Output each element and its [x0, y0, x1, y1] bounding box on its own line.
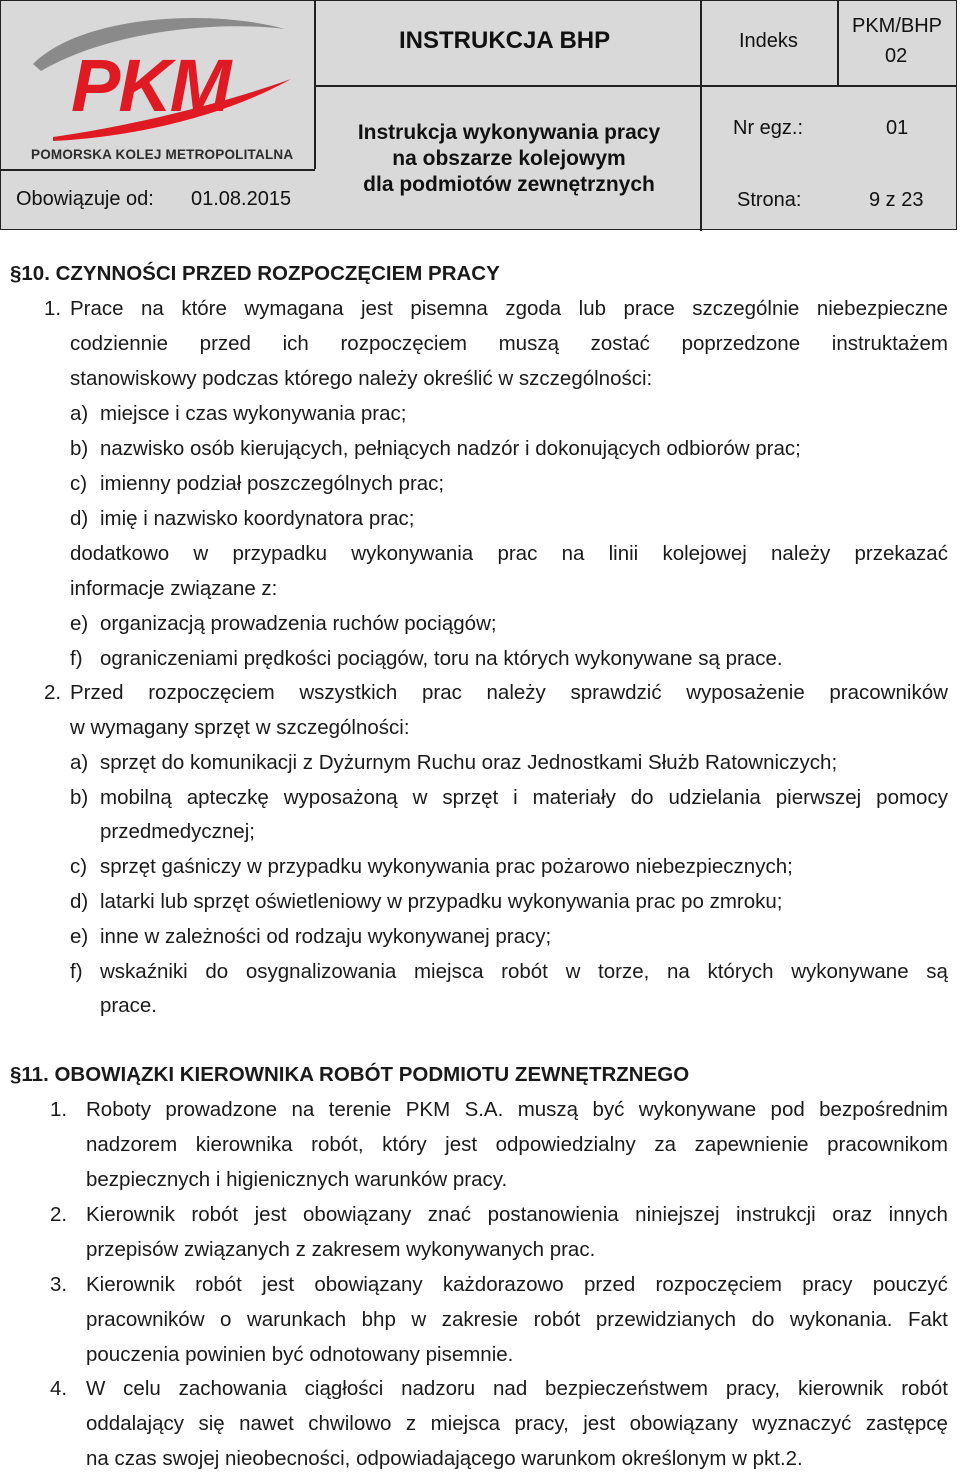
- paragraph-line: informacje związane z:: [70, 577, 278, 600]
- list-item: latarki lub sprzęt oświetleniowy w przypadku wykonywania prac po zmroku;: [100, 890, 783, 913]
- list-letter: d): [70, 890, 89, 913]
- list-item-continuation: przedmedycznej;: [100, 820, 255, 843]
- list-item: wskaźniki do osygnalizowania miejsca robót w torze, na których wykonywane są: [100, 960, 948, 983]
- list-letter: e): [70, 612, 89, 635]
- subtitle-line: na obszarze kolejowym: [392, 147, 626, 170]
- paragraph-line: Kierownik robót jest obowiązany każdorazowo przed rozpoczęciem pracy pouczyć: [86, 1273, 948, 1296]
- list-item: nazwisko osób kierujących, pełniących nadzór i dokonujących odbiorów prac;: [100, 437, 801, 460]
- list-item-continuation: prace.: [100, 994, 157, 1017]
- paragraph-line: Prace na które wymagana jest pisemna zgoda lub prace szczególnie niebezpieczne: [70, 297, 948, 320]
- paragraph-line: dodatkowo w przypadku wykonywania prac na linii kolejowej należy przekazać: [70, 542, 948, 565]
- item-number: 2.: [50, 1203, 68, 1226]
- valid-from-value: 01.08.2015: [191, 188, 292, 210]
- pkm-logo: [23, 9, 298, 144]
- subtitle-line: Instrukcja wykonywania pracy: [357, 121, 661, 144]
- logo-wordmark: PKM: [71, 44, 230, 127]
- list-letter: c): [70, 472, 88, 495]
- paragraph-line: pouczenia powinien być odnotowany pisemnie.: [86, 1343, 514, 1366]
- item-number: 2.: [44, 681, 62, 704]
- paragraph-line: W celu zachowania ciągłości nadzoru nad bezpieczeństwem pracy, kierownik robót: [86, 1377, 948, 1400]
- section-heading: §10. CZYNNOŚCI PRZED ROZPOCZĘCIEM PRACY: [10, 262, 500, 285]
- list-item: organizacją prowadzenia ruchów pociągów;: [100, 612, 497, 635]
- list-item: ograniczeniami prędkości pociągów, toru na których wykonywane są prace.: [100, 647, 783, 670]
- copy-number-label: Nr egz.:: [733, 117, 804, 139]
- list-letter: b): [70, 786, 89, 809]
- paragraph-line: Przed rozpoczęciem wszystkich prac należy sprawdzić wyposażenie pracowników: [70, 681, 948, 704]
- list-letter: a): [70, 751, 89, 774]
- paragraph-line: na czas swojej nieobecności, odpowiadającego warunkom określonym w pkt.2.: [86, 1447, 803, 1470]
- logo-caption: POMORSKA KOLEJ METROPOLITALNA: [31, 147, 294, 162]
- paragraph-line: stanowiskowy podczas którego należy określić w szczególności:: [70, 367, 653, 390]
- list-letter: c): [70, 855, 88, 878]
- paragraph-line: Kierownik robót jest obowiązany znać postanowienia niniejszej instrukcji oraz innych: [86, 1203, 948, 1226]
- index-value-number: 02: [885, 45, 908, 67]
- paragraph-line: oddalający się nawet chwilowo z miejsca pracy, jest obowiązany wyznaczyć zastępcę: [86, 1412, 948, 1435]
- section-heading: §11. OBOWIĄZKI KIEROWNIKA ROBÓT PODMIOTU ZEWNĘTRZNEGO: [10, 1063, 690, 1086]
- list-item: sprzęt do komunikacji z Dyżurnym Ruchu oraz Jednostkami Służb Ratowniczych;: [100, 751, 838, 774]
- list-letter: f): [70, 647, 83, 670]
- document-header: [0, 0, 957, 230]
- doc-subtitle: [319, 120, 699, 198]
- valid-from-label: Obowiązuje od:: [16, 188, 154, 210]
- list-letter: b): [70, 437, 89, 460]
- item-number: 1.: [44, 297, 62, 320]
- paragraph-line: nadzorem kierownika robót, który jest odpowiedzialny za zapewnienie pracownikom: [86, 1133, 948, 1156]
- copy-number-value: 01: [886, 117, 909, 139]
- list-letter: f): [70, 960, 83, 983]
- list-item: inne w zależności od rodzaju wykonywanej pracy;: [100, 925, 552, 948]
- list-letter: d): [70, 507, 89, 530]
- item-number: 4.: [50, 1377, 68, 1400]
- logo-cell: [1, 1, 315, 169]
- list-letter: a): [70, 402, 89, 425]
- item-number: 1.: [50, 1098, 68, 1121]
- list-letter: e): [70, 925, 89, 948]
- index-label: Indeks: [739, 30, 798, 52]
- subtitle-line: dla podmiotów zewnętrznych: [363, 173, 655, 196]
- index-value: PKM/BHP: [852, 15, 943, 37]
- paragraph-line: codziennie przed ich rozpoczęciem muszą zostać poprzedzone instruktażem: [70, 332, 948, 355]
- paragraph-line: w wymagany sprzęt w szczególności:: [70, 716, 410, 739]
- list-item: mobilną apteczkę wyposażoną w sprzęt i materiały do udzielania pierwszej pomocy: [100, 786, 948, 809]
- paragraph-line: pracowników o warunkach bhp w zakresie robót przewidzianych do wykonania. Fakt: [86, 1308, 948, 1331]
- list-item: imię i nazwisko koordynatora prac;: [100, 507, 415, 530]
- page-label: Strona:: [737, 189, 802, 211]
- paragraph-line: przepisów związanych z zakresem wykonywanych prac.: [86, 1238, 596, 1261]
- item-number: 3.: [50, 1273, 68, 1296]
- page-number: 9 z 23: [869, 189, 924, 211]
- list-item: imienny podział poszczególnych prac;: [100, 472, 445, 495]
- list-item: sprzęt gaśniczy w przypadku wykonywania prac pożarowo niebezpiecznych;: [100, 855, 793, 878]
- doc-title: INSTRUKCJA BHP: [399, 27, 611, 54]
- paragraph-line: bezpiecznych i higienicznych warunków pracy.: [86, 1168, 508, 1191]
- list-item: miejsce i czas wykonywania prac;: [100, 402, 407, 425]
- paragraph-line: Roboty prowadzone na terenie PKM S.A. muszą być wykonywane pod bezpośrednim: [86, 1098, 948, 1121]
